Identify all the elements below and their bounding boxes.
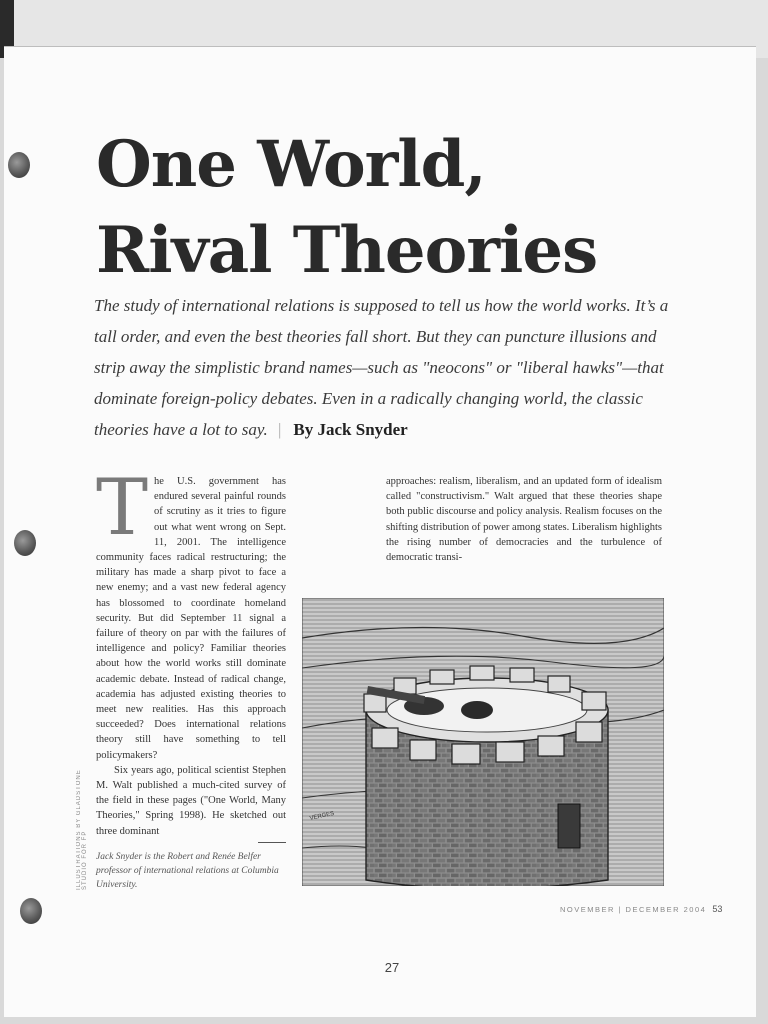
- byline-separator: |: [278, 420, 282, 439]
- deck-text: The study of international relations is supposed to tell us how the world works. It’s a tall order, and even the best theories fall short. But they can puncture illusions and strip away the simplistic brand names—such as "neocons" or "liberal hawks"—that dominate foreign-policy debates. Even in a radically changing world, the classic theories have a lot to say.: [94, 296, 669, 439]
- illustration-signature: VERGES: [309, 810, 335, 822]
- bio-divider: [258, 842, 286, 843]
- body-column-2: [386, 474, 662, 565]
- binder-hole-icon: [14, 530, 36, 556]
- author-bio: Jack Snyder is the Robert and Renée Belfer professor of international relations at Columbia University.: [96, 852, 279, 890]
- folio-text: NOVEMBER | DECEMBER 2004: [560, 905, 707, 914]
- article-deck: [94, 290, 674, 445]
- col1-second-paragraph: Six years ago, political scientist Stephen M. Walt published a much-cited survey of the field in these pages ("One World, Many Theories," Spring 1998). He sketched out three dominant: [96, 764, 286, 837]
- col2-paragraph: approaches: realism, liberalism, and an updated form of idealism called "constructivism." Walt argued that these theories shape both public discourse and policy analysis. Realism focuses on the shifting distribution of power among states. Liberalism highlights the rising number of democracies and the turbulence of democratic transi-: [386, 476, 662, 564]
- title-line-2: Rival Theories: [96, 213, 598, 288]
- folio-page-number: 53: [712, 904, 723, 914]
- folio: [560, 904, 722, 914]
- illustration-credit: ILLUSTRATIONS BY GLADSTONE STUDIO FOR FP: [76, 769, 88, 890]
- body-column-1: [96, 463, 286, 839]
- drop-cap: T: [96, 463, 149, 553]
- col1-lead-paragraph: he U.S. government has endured several painful rounds of scrutiny as it tries to figure out what went wrong on Sept. 11, 2001. The intelligence community faces radical restructuring; the military has made a sharp pivot to face a new enemy; and a vast new federal agency has blossomed to coordinate homeland security. But did September 11 signal a failure of theory on par with the failures of intelligence and policy? Familiar theories about how the world works still dominate academic debate. Instead of radical change, academia has adjusted existing theories to meet new realities. Has this approach succeeded? Does international relations theory still have something to tell policymakers?: [96, 476, 286, 761]
- byline: By Jack Snyder: [293, 420, 408, 439]
- tower-illustration: [302, 598, 664, 886]
- title-line-1: One World,: [96, 127, 486, 202]
- binder-hole-icon: [8, 152, 30, 178]
- binder-hole-icon: [20, 898, 42, 924]
- scan-page-number: 27: [384, 960, 400, 975]
- article-title: [96, 122, 696, 294]
